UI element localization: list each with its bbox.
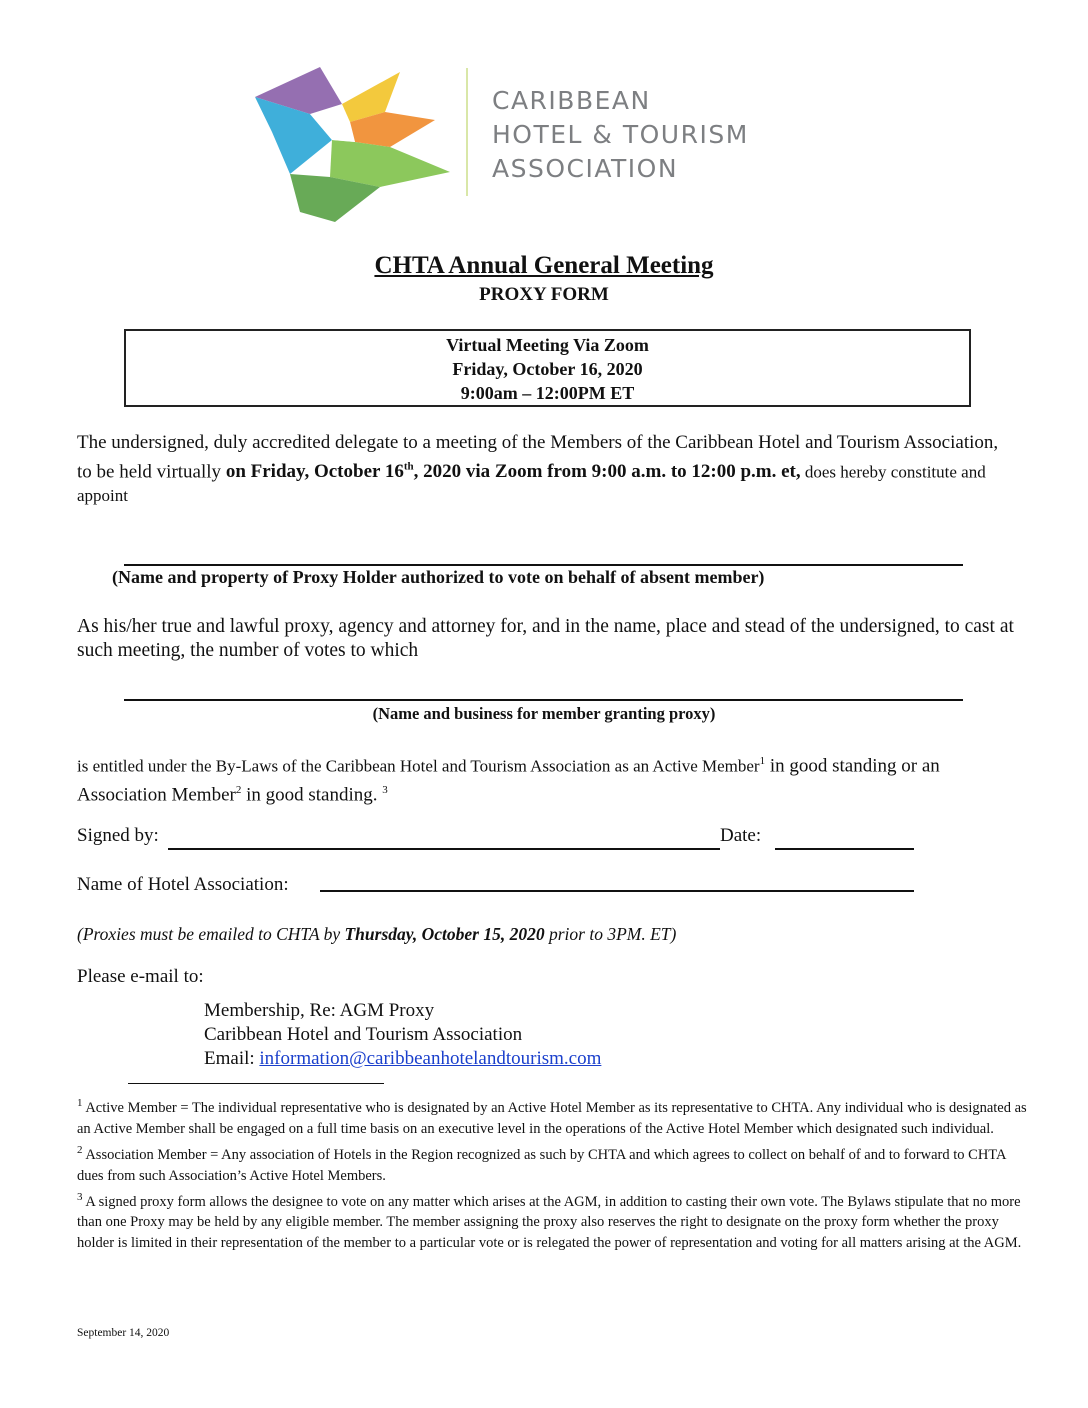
intro-paragraph — [77, 431, 1007, 508]
footnote-2-number: 2 — [77, 1143, 83, 1156]
member-caption: (Name and business for member granting proxy) — [372, 704, 716, 723]
proxy-holder-caption: (Name and property of Proxy Holder authorized to vote on behalf of absent member) — [112, 567, 765, 587]
email-line-organization: Caribbean Hotel and Tourism Association — [204, 1024, 523, 1045]
deadline-note — [77, 922, 1027, 946]
proxy-holder-input-line[interactable] — [124, 564, 963, 566]
hotel-association-label: Name of Hotel Association: — [77, 874, 289, 895]
page-title: CHTA Annual General Meeting — [374, 252, 714, 279]
footnote-3-text: A signed proxy form allows the designee to vote on any matter which arises at the AGM, in addition to casting their own vote. The Bylaws stipulate that no more than one Proxy may be held by any eligible member. The member assigning the proxy also reserves the right to designate on the proxy form whether the proxy holder is limited in their representation of the member to a particular vote or is relegated the power of representation and voting for all matters arising at the AGM. — [77, 1193, 1022, 1252]
footnote-ref-2: 2 — [235, 784, 242, 797]
deadline-date: Thursday, October 15, 2020 — [344, 924, 545, 944]
intro-date-bold: on Friday, October 16 — [225, 461, 404, 483]
signed-by-input-line[interactable] — [168, 848, 720, 850]
footnote-2 — [77, 1140, 1027, 1187]
entitled-paragraph — [77, 749, 977, 808]
intro-text: The undersigned, duly accredited delegate to a meeting of the Members of the Caribbean Hotel and Tourism Association, to be held virtually — [77, 432, 999, 483]
org-name-line1: CARIBBEAN — [492, 86, 651, 115]
org-name-line2: HOTEL & TOURISM — [492, 120, 749, 149]
footer-date: September 14, 2020 — [77, 1327, 170, 1339]
intro-text-end: does hereby constitute and appoint — [77, 462, 986, 506]
intro-time-bold: , 2020 via Zoom from 9:00 a.m. to 12:00 p.m. et, — [413, 461, 801, 483]
email-address-block — [204, 999, 804, 1071]
deadline-text-end: prior to 3PM. ET) — [544, 924, 677, 944]
chta-logo — [250, 62, 470, 222]
footnote-separator — [128, 1083, 384, 1084]
date-input-line[interactable] — [775, 848, 914, 850]
email-line-address — [204, 1047, 804, 1071]
footnote-1-number: 1 — [77, 1097, 83, 1109]
deadline-text: (Proxies must be emailed to CHTA by — [77, 924, 345, 944]
meeting-time: 9:00am – 12:00PM ET — [460, 383, 635, 403]
entitled-text: is entitled under the By-Laws of the Caribbean Hotel and Tourism Association as an Active Member — [77, 756, 760, 776]
intro-date-sup: th — [403, 461, 414, 473]
org-name-line3: ASSOCIATION — [492, 154, 679, 183]
org-name — [492, 84, 749, 186]
logo-divider — [466, 68, 468, 196]
email-label: Email: — [204, 1048, 260, 1069]
meeting-details-box — [124, 329, 971, 407]
proxy-paragraph: As his/her true and lawful proxy, agency and attorney for, and in the name, place and stead of the undersigned, to cast at such meeting, the number of votes to which — [77, 616, 1014, 661]
email-intro: Please e-mail to: — [77, 966, 204, 987]
date-label: Date: — [720, 825, 762, 846]
member-input-line[interactable] — [124, 699, 963, 701]
footnote-1 — [77, 1093, 1027, 1140]
hotel-association-input-line[interactable] — [320, 890, 914, 892]
meeting-date: Friday, October 16, 2020 — [452, 359, 643, 379]
star-logo-icon — [250, 62, 470, 222]
footnote-ref-3: 3 — [382, 784, 388, 797]
footnote-3-number: 3 — [77, 1190, 83, 1203]
page-subtitle: PROXY FORM — [479, 284, 609, 305]
footnote-ref-1: 1 — [759, 755, 766, 767]
footnote-1-text: Active Member = The individual representative who is designated by an Active Hotel Member as its representative to CHTA. Any individual who is designated as an Active Member shall be engaged on a full time basis on an executive level in the operations of the Active Hotel Member which designated such individual. — [77, 1099, 1027, 1137]
footnote-2-text: Association Member = Any association of Hotels in the Region recognized as such by CHTA and which agrees to collect on behalf of and to forward to CHTA dues from such Association’s Active Hotel Members. — [77, 1146, 1006, 1184]
meeting-format: Virtual Meeting Via Zoom — [446, 335, 649, 355]
footnotes — [77, 1093, 1027, 1254]
signed-by-label: Signed by: — [77, 825, 159, 846]
entitled-text-3: in good standing. — [241, 784, 383, 806]
email-line-membership: Membership, Re: AGM Proxy — [204, 1000, 435, 1021]
email-link[interactable]: information@caribbeanhotelandtourism.com — [259, 1048, 602, 1069]
footnote-3 — [77, 1187, 1027, 1255]
entitled-text-2: in good standing or an Association Member — [77, 755, 940, 806]
